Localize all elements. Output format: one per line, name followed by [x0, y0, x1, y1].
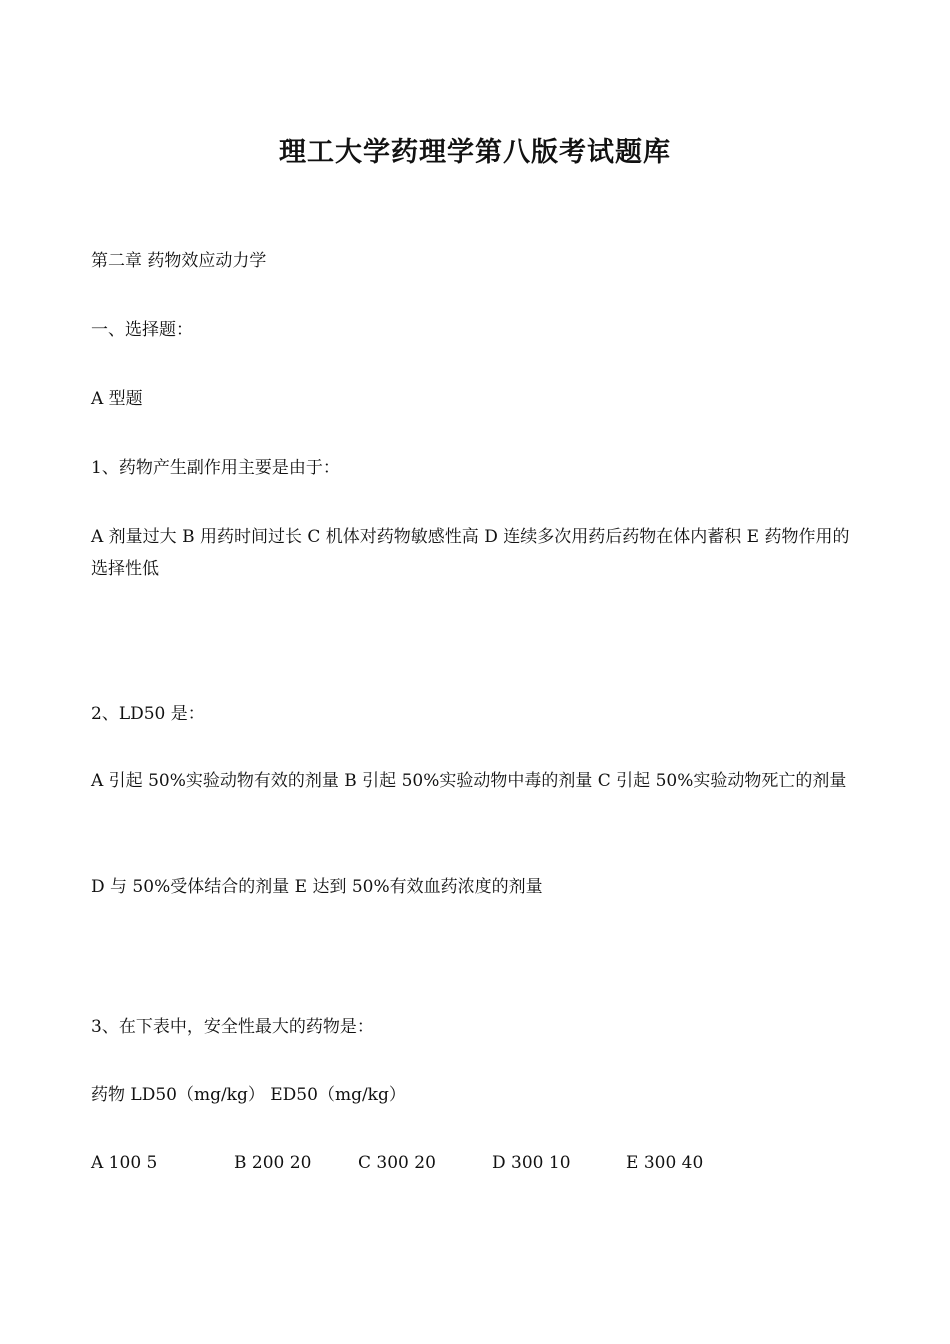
question-type-heading: A 型题: [91, 389, 143, 409]
question-2-stem: 2、LD50 是：: [91, 704, 205, 724]
question-3-table-header: 药物 LD50（mg/kg） ED50（mg/kg）: [91, 1085, 406, 1105]
chapter-heading: 第二章 药物效应动力学: [91, 251, 267, 271]
question-2-options-line1: A 引起 50%实验动物有效的剂量 B 引起 50%实验动物中毒的剂量 C 引起 50%实验动物死亡的剂量: [91, 771, 847, 791]
question-3-option-c: C 300 20: [358, 1153, 436, 1173]
question-3-option-b: B 200 20: [234, 1153, 312, 1173]
question-2-options-line2: D 与 50%受体结合的剂量 E 达到 50%有效血药浓度的剂量: [91, 877, 543, 897]
question-1-options: A 剂量过大 B 用药时间过长 C 机体对药物敏感性高 D 连续多次用药后药物在体内蓄积 E 药物作用的选择性低: [91, 527, 850, 579]
question-3-option-d: D 300 10: [492, 1153, 571, 1173]
question-3-stem: 3、在下表中，安全性最大的药物是：: [91, 1017, 374, 1037]
document-title: 理工大学药理学第八版考试题库: [279, 137, 671, 168]
question-3-option-a: A 100 5: [91, 1153, 158, 1173]
section-heading: 一、选择题：: [91, 320, 193, 340]
question-1-stem: 1、药物产生副作用主要是由于：: [91, 458, 340, 478]
question-3-option-e: E 300 40: [626, 1153, 704, 1173]
